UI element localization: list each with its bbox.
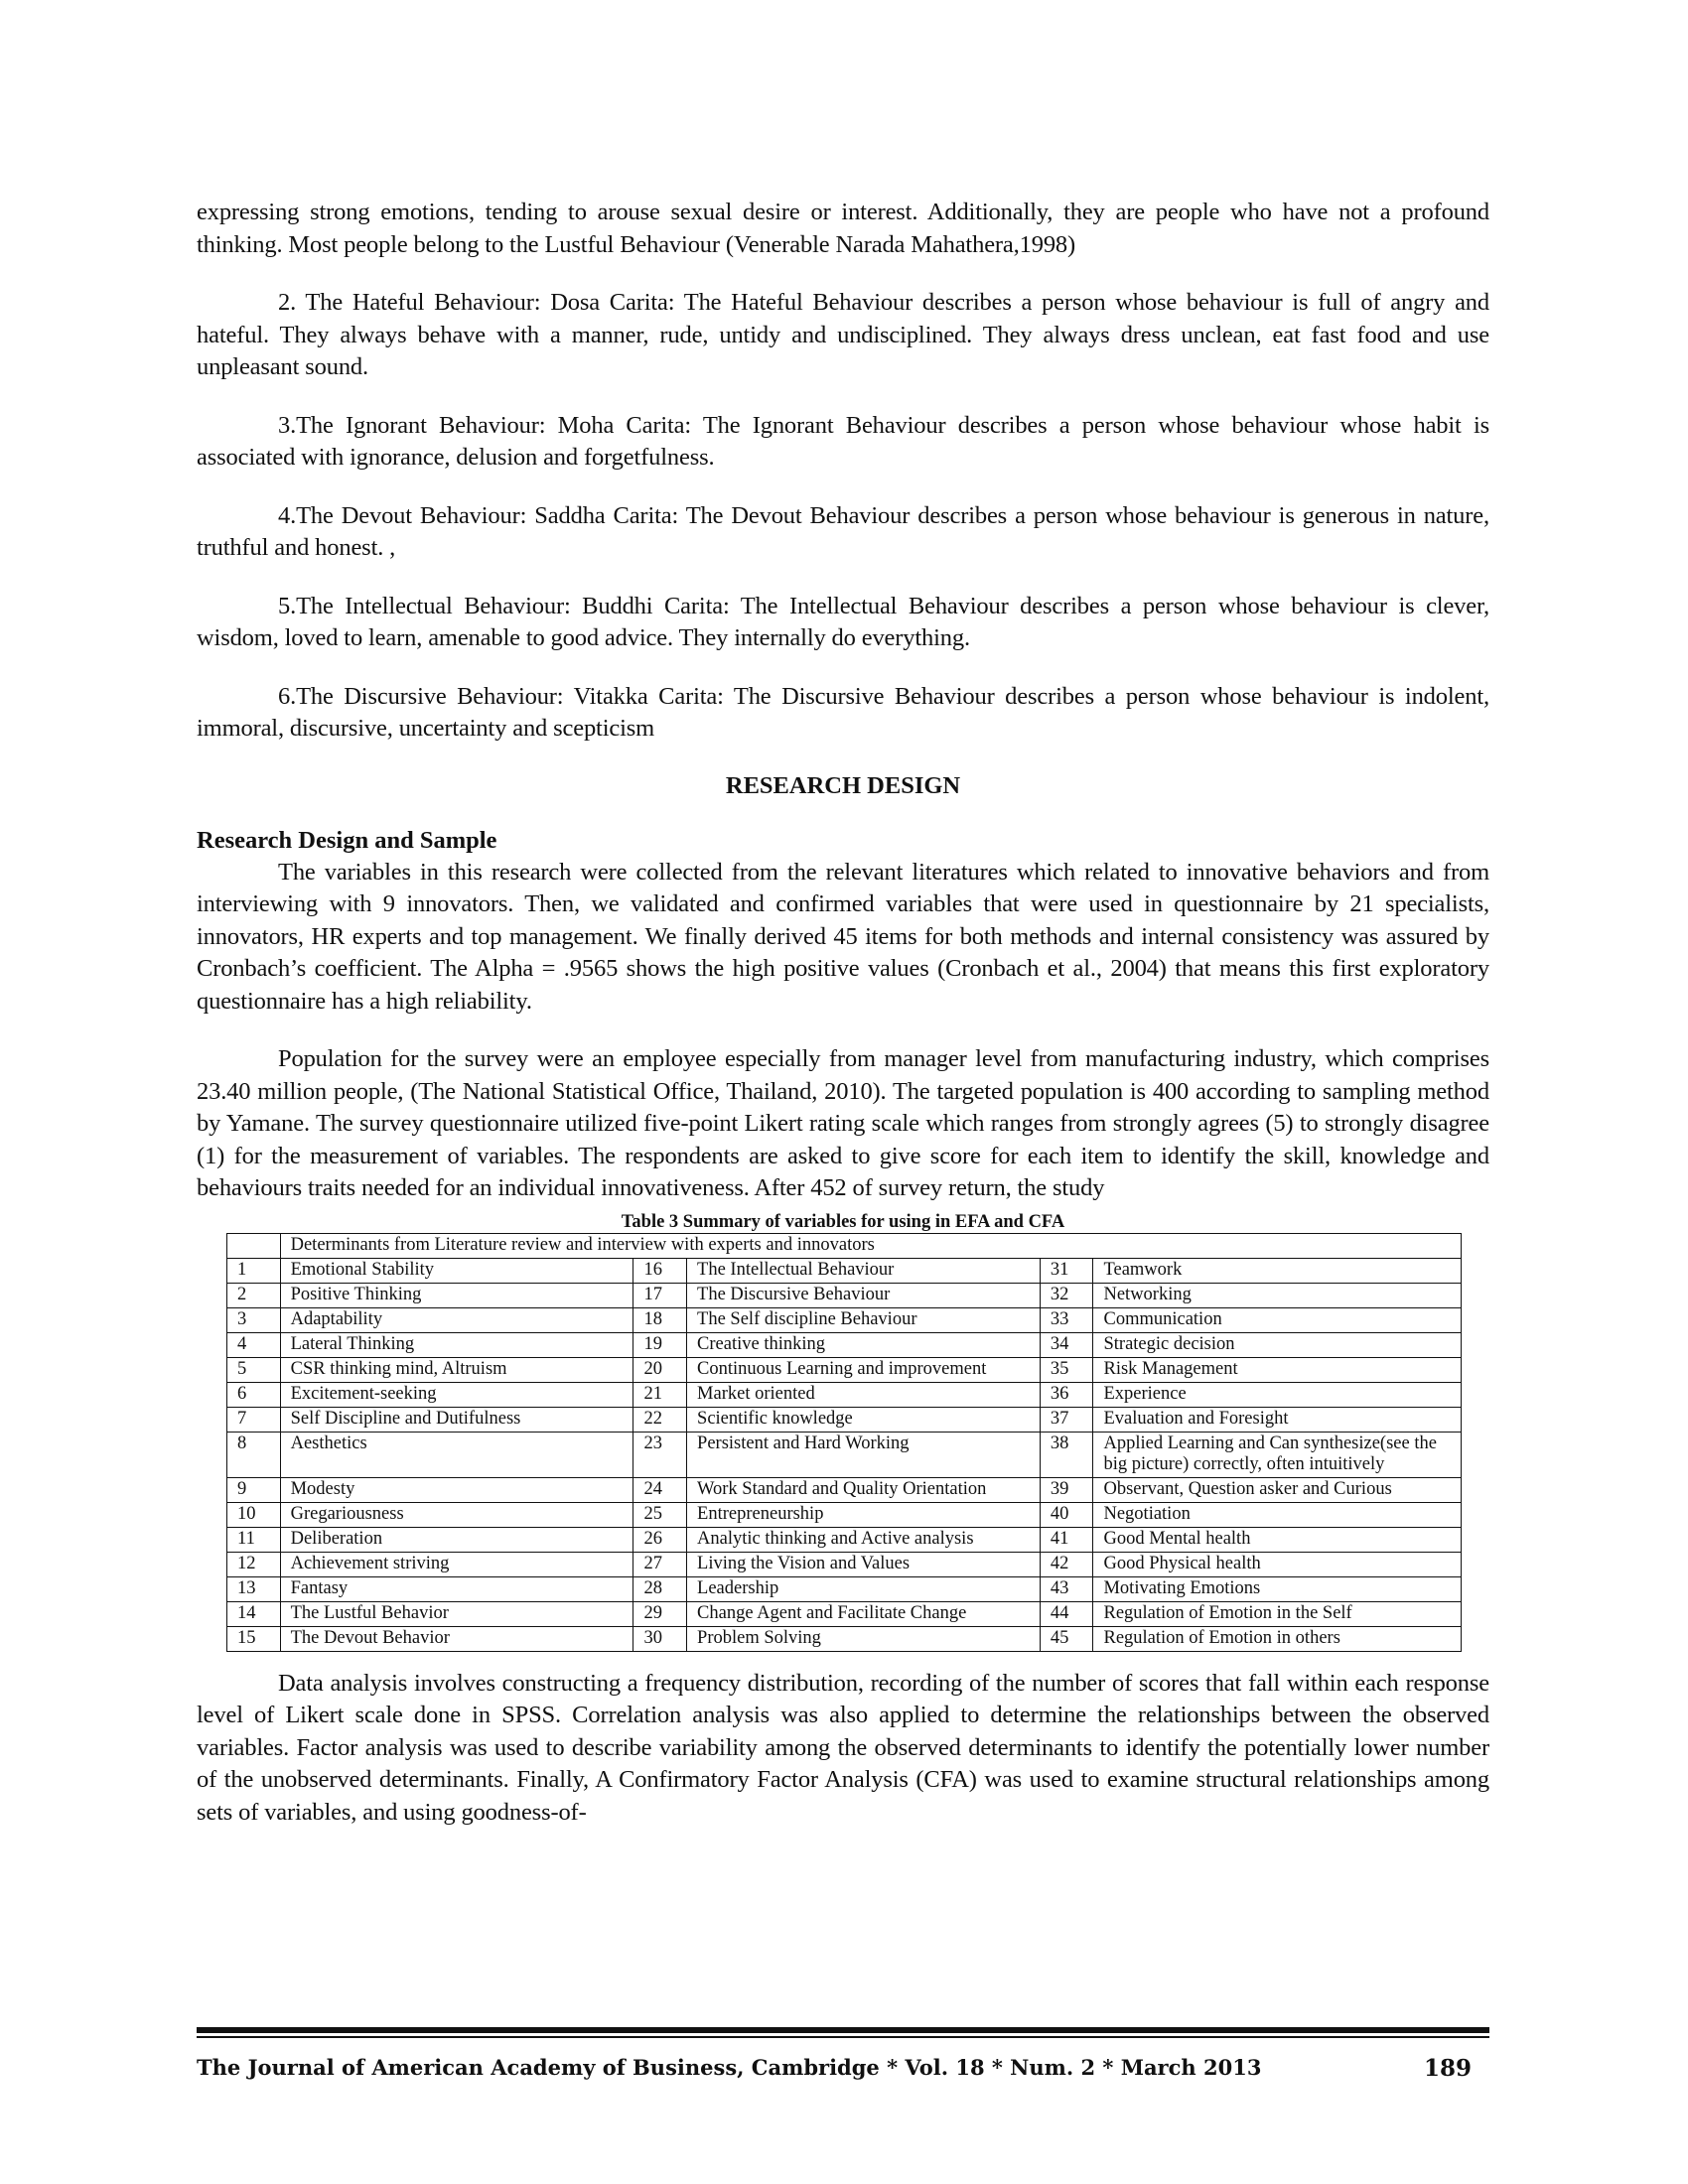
paragraph-discursive-behaviour: 6.The Discursive Behaviour: Vitakka Carita: The Discursive Behaviour describes a person whose behaviour is indolent, immoral, discursive, uncertainty and scepticism xyxy=(197,682,1489,742)
table-caption: Table 3 Summary of variables for using in EFA and CFA xyxy=(621,1211,1065,1232)
table-cell-item-number: 1 xyxy=(227,1258,281,1283)
table-cell-item-number: 17 xyxy=(633,1283,687,1307)
paragraph-devout-behaviour: 4.The Devout Behaviour: Saddha Carita: The Devout Behaviour describes a person whose behaviour is generous in nature, truthful and honest. , xyxy=(197,501,1489,561)
table-cell-item-number: 11 xyxy=(227,1527,281,1552)
table-row xyxy=(227,1332,1462,1357)
paragraph-population: Population for the survey were an employee especially from manager level from manufacturing industry, which comprises 23.40 million people, (The National Statistical Office, Thailand, 2010). The targeted population is 400 according to sampling method by Yamane. The survey questionnaire utilized five-point Likert rating scale which ranges from strongly agrees (5) to strongly disagree (1) for the measurement of variables. The respondents are asked to give score for each item to identify the skill, knowledge and behaviours traits needed for an individual innovativeness. After 452 of survey return, the study xyxy=(197,1045,1489,1201)
table-cell-item-label: Modesty xyxy=(280,1477,633,1502)
table-cell-item-label: CSR thinking mind, Altruism xyxy=(280,1357,633,1382)
table-cell-item-label: Fantasy xyxy=(280,1576,633,1601)
table-cell-item-number: 40 xyxy=(1040,1502,1093,1527)
table-cell-item-number: 15 xyxy=(227,1626,281,1651)
paragraph-ignorant-behaviour: 3.The Ignorant Behaviour: Moha Carita: The Ignorant Behaviour describes a person whose behaviour whose habit is associated with ignorance, delusion and forgetfulness. xyxy=(197,411,1489,471)
table-cell-item-label: Positive Thinking xyxy=(280,1283,633,1307)
table-cell-item-number: 29 xyxy=(633,1601,687,1626)
table-row xyxy=(227,1283,1462,1307)
table-row xyxy=(227,1626,1462,1651)
table-cell-item-number: 6 xyxy=(227,1382,281,1407)
table-cell-item-number: 30 xyxy=(633,1626,687,1651)
table-cell-item-label: Scientific knowledge xyxy=(687,1407,1041,1432)
table-cell-item-number: 14 xyxy=(227,1601,281,1626)
table-cell-item-label: Emotional Stability xyxy=(280,1258,633,1283)
table-cell-item-number: 4 xyxy=(227,1332,281,1357)
table-header: Determinants from Literature review and interview with experts and innovators xyxy=(280,1233,1461,1258)
table-cell-item-label: Motivating Emotions xyxy=(1093,1576,1462,1601)
table-cell-item-label: Evaluation and Foresight xyxy=(1093,1407,1462,1432)
table-cell-item-number: 13 xyxy=(227,1576,281,1601)
table-cell-item-number: 16 xyxy=(633,1258,687,1283)
table-row xyxy=(227,1601,1462,1626)
table-cell-item-label: Applied Learning and Can synthesize(see the big picture) correctly, often intuitively xyxy=(1093,1432,1462,1477)
table-cell-item-number: 37 xyxy=(1040,1407,1093,1432)
paragraph-lustful-continued: expressing strong emotions, tending to arouse sexual desire or interest. Additionally, they are people who have not a profound thinking. Most people belong to the Lustful Behaviour (Venerable Narada Mahathera,1998) xyxy=(197,199,1489,258)
table-cell-item-label: Work Standard and Quality Orientation xyxy=(687,1477,1041,1502)
table-cell-item-label: Observant, Question asker and Curious xyxy=(1093,1477,1462,1502)
table-cell-item-label: Negotiation xyxy=(1093,1502,1462,1527)
table-cell-item-number: 31 xyxy=(1040,1258,1093,1283)
table-row xyxy=(227,1502,1462,1527)
table-cell-item-label: Good Physical health xyxy=(1093,1552,1462,1576)
table-cell-item-number: 22 xyxy=(633,1407,687,1432)
table-cell-item-number: 35 xyxy=(1040,1357,1093,1382)
table-cell-item-number: 7 xyxy=(227,1407,281,1432)
table-cell-item-number: 43 xyxy=(1040,1576,1093,1601)
table-cell-item-label: Continuous Learning and improvement xyxy=(687,1357,1041,1382)
table-row xyxy=(227,1432,1462,1477)
section-title: RESEARCH DESIGN xyxy=(725,771,961,799)
variables-table xyxy=(226,1233,1462,1652)
paragraph-data-analysis: Data analysis involves constructing a frequency distribution, recording of the number of scores that fall within each response level of Likert scale done in SPSS. Correlation analysis was also applied to determine the relationships between the observed variables. Factor analysis was used to describe variability among the observed determinants to identify the potentially lower number of the unobserved determinants. Finally, A Confirmatory Factor Analysis (CFA) was used to examine structural relationships among sets of variables, and using goodness-of- xyxy=(197,1669,1489,1826)
table-cell-item-number: 34 xyxy=(1040,1332,1093,1357)
table-cell-item-number: 20 xyxy=(633,1357,687,1382)
table-cell-item-number: 36 xyxy=(1040,1382,1093,1407)
table-cell-item-number: 5 xyxy=(227,1357,281,1382)
table-cell-item-number: 2 xyxy=(227,1283,281,1307)
table-cell-item-label: The Discursive Behaviour xyxy=(687,1283,1041,1307)
table-cell-item-label: Change Agent and Facilitate Change xyxy=(687,1601,1041,1626)
table-cell-item-label: Networking xyxy=(1093,1283,1462,1307)
table-cell-item-label: Regulation of Emotion in the Self xyxy=(1093,1601,1462,1626)
table-cell-item-number: 42 xyxy=(1040,1552,1093,1576)
table-cell-item-number: 9 xyxy=(227,1477,281,1502)
paragraph-intellectual-behaviour: 5.The Intellectual Behaviour: Buddhi Carita: The Intellectual Behaviour describes a person whose behaviour is clever, wisdom, loved to learn, amenable to good advice. They internally do everything. xyxy=(197,592,1489,651)
table-cell-item-label: Communication xyxy=(1093,1307,1462,1332)
paragraph-hateful-behaviour: 2. The Hateful Behaviour: Dosa Carita: The Hateful Behaviour describes a person whose behaviour is full of angry and hateful. They always behave with a manner, rude, untidy and undisciplined. They always dress unclean, eat fast food and use unpleasant sound. xyxy=(197,289,1489,380)
table-cell-item-label: Gregariousness xyxy=(280,1502,633,1527)
table-cell-item-label: Excitement-seeking xyxy=(280,1382,633,1407)
page-number: 189 xyxy=(1423,2055,1472,2082)
table-cell-item-label: Self Discipline and Dutifulness xyxy=(280,1407,633,1432)
table-row xyxy=(227,1576,1462,1601)
table-cell-item-number: 33 xyxy=(1040,1307,1093,1332)
table-cell-item-number: 26 xyxy=(633,1527,687,1552)
table-cell-item-number: 25 xyxy=(633,1502,687,1527)
table-cell-item-number: 44 xyxy=(1040,1601,1093,1626)
table-row xyxy=(227,1527,1462,1552)
footer-journal: The Journal of American Academy of Business, Cambridge * Vol. 18 * Num. 2 * March 2013 xyxy=(197,2055,1262,2080)
table-cell-item-label: The Intellectual Behaviour xyxy=(687,1258,1041,1283)
subheading: Research Design and Sample xyxy=(197,826,497,854)
table-cell-item-label: The Lustful Behavior xyxy=(280,1601,633,1626)
table-cell-item-label: Deliberation xyxy=(280,1527,633,1552)
table-row xyxy=(227,1382,1462,1407)
table-cell-item-number: 27 xyxy=(633,1552,687,1576)
table-cell-item-label: Persistent and Hard Working xyxy=(687,1432,1041,1477)
table-row xyxy=(227,1477,1462,1502)
table-cell-item-label: Experience xyxy=(1093,1382,1462,1407)
table-cell-item-number: 19 xyxy=(633,1332,687,1357)
table-cell-item-number: 45 xyxy=(1040,1626,1093,1651)
footer-rule-thick xyxy=(197,2027,1489,2033)
table-cell-item-label: Strategic decision xyxy=(1093,1332,1462,1357)
table-cell-item-label: Aesthetics xyxy=(280,1432,633,1477)
table-cell-item-number: 38 xyxy=(1040,1432,1093,1477)
table-cell-item-label: Living the Vision and Values xyxy=(687,1552,1041,1576)
paragraph-variables: The variables in this research were collected from the relevant literatures which related to innovative behaviors and from interviewing with 9 innovators. Then, we validated and confirmed variables that were used in questionnaire by 21 specialists, innovators, HR experts and top management. We finally derived 45 items for both methods and internal consistency was assured by Cronbach’s coefficient. The Alpha = .9565 shows the high positive values (Cronbach et al., 2004) that means this first exploratory questionnaire has a high reliability. xyxy=(197,858,1489,1015)
table-header-row xyxy=(227,1233,1462,1258)
table-cell-item-label: The Devout Behavior xyxy=(280,1626,633,1651)
table-row xyxy=(227,1258,1462,1283)
table-cell-item-label: Entrepreneurship xyxy=(687,1502,1041,1527)
table-cell-item-label: Regulation of Emotion in others xyxy=(1093,1626,1462,1651)
table-cell-item-label: Lateral Thinking xyxy=(280,1332,633,1357)
table-row xyxy=(227,1307,1462,1332)
table-cell-item-label: Market oriented xyxy=(687,1382,1041,1407)
table-cell-item-label: Problem Solving xyxy=(687,1626,1041,1651)
table-cell-item-label: Good Mental health xyxy=(1093,1527,1462,1552)
table-row xyxy=(227,1552,1462,1576)
table-cell-item-label: Teamwork xyxy=(1093,1258,1462,1283)
table-row xyxy=(227,1407,1462,1432)
table-cell-item-number: 21 xyxy=(633,1382,687,1407)
table-cell-item-label: Leadership xyxy=(687,1576,1041,1601)
table-cell-item-label: The Self discipline Behaviour xyxy=(687,1307,1041,1332)
table-header-spacer xyxy=(227,1233,281,1258)
table-cell-item-number: 28 xyxy=(633,1576,687,1601)
table-cell-item-label: Analytic thinking and Active analysis xyxy=(687,1527,1041,1552)
table-cell-item-label: Achievement striving xyxy=(280,1552,633,1576)
table-cell-item-number: 24 xyxy=(633,1477,687,1502)
page-body xyxy=(197,197,1489,1854)
table-cell-item-label: Adaptability xyxy=(280,1307,633,1332)
table-cell-item-number: 39 xyxy=(1040,1477,1093,1502)
table-row xyxy=(227,1357,1462,1382)
table-cell-item-number: 18 xyxy=(633,1307,687,1332)
table-cell-item-number: 10 xyxy=(227,1502,281,1527)
table-cell-item-number: 12 xyxy=(227,1552,281,1576)
table-cell-item-number: 32 xyxy=(1040,1283,1093,1307)
table-cell-item-number: 8 xyxy=(227,1432,281,1477)
footer-rule-thin xyxy=(197,2036,1489,2038)
table-cell-item-label: Creative thinking xyxy=(687,1332,1041,1357)
table-body xyxy=(227,1233,1462,1651)
table-cell-item-number: 23 xyxy=(633,1432,687,1477)
table-cell-item-number: 3 xyxy=(227,1307,281,1332)
table-cell-item-number: 41 xyxy=(1040,1527,1093,1552)
table-cell-item-label: Risk Management xyxy=(1093,1357,1462,1382)
